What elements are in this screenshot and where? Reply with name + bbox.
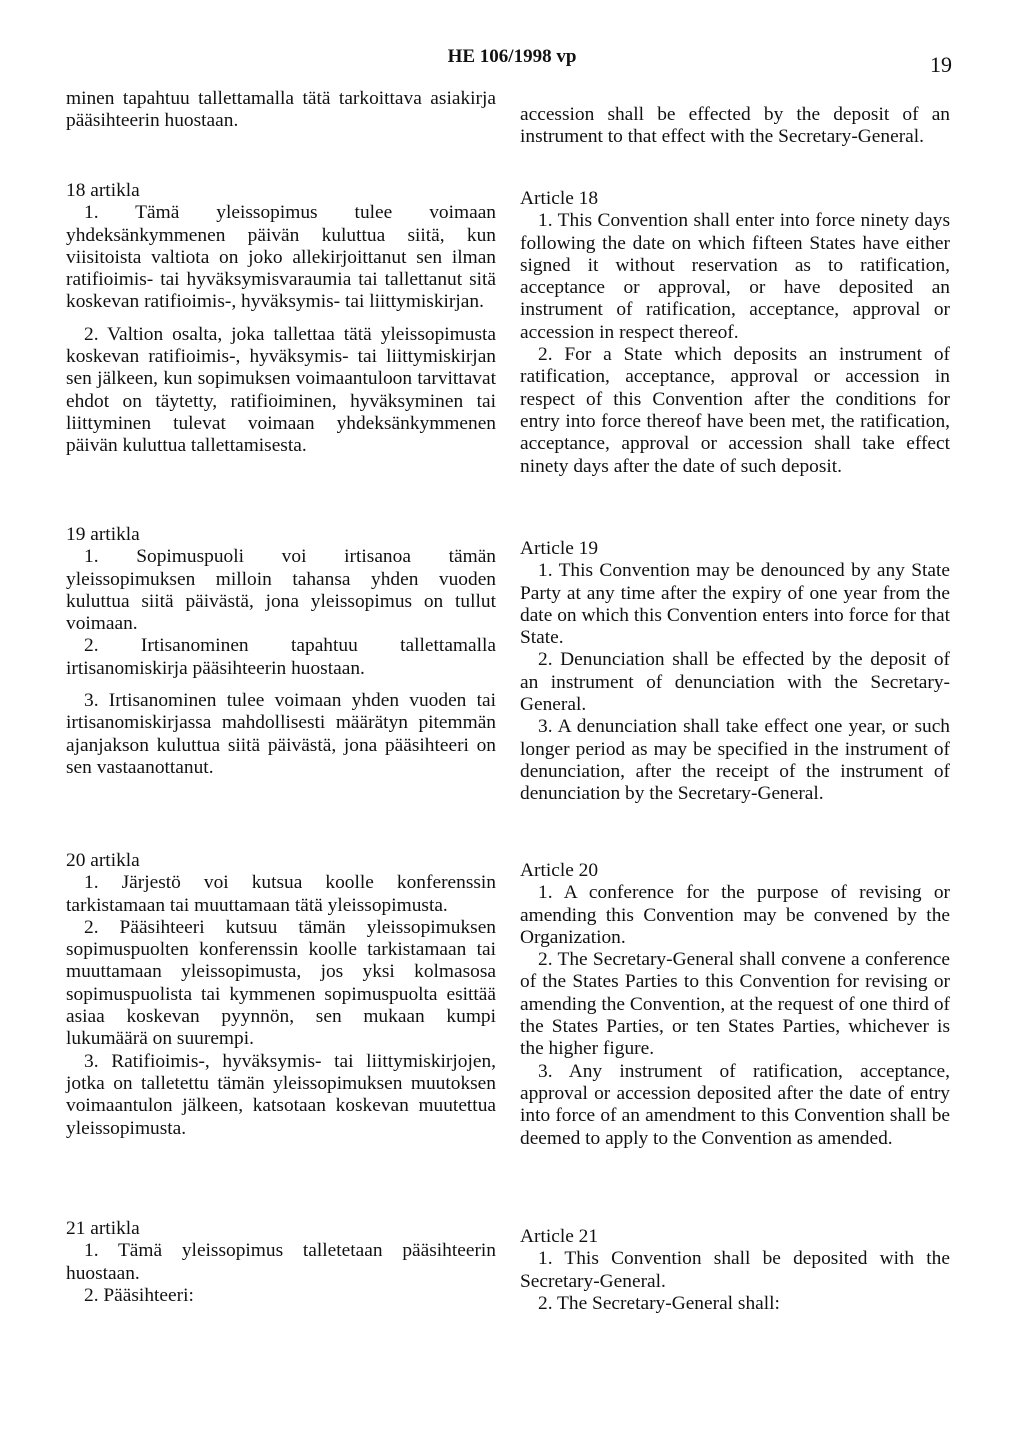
fi-article-19-para-2: 2. Irtisanominen tapahtuu tallettamalla irtisanomiskirja pääsihteerin huostaan.	[66, 635, 496, 679]
en-article-19-para-2: 2. Denunciation shall be effected by the deposit of an instrument of denunciation with the Secretary-General.	[520, 649, 950, 716]
fi-article-21-para-2: 2. Pääsihteeri:	[84, 1284, 194, 1306]
fi-article-20-para-3: 3. Ratifioimis-, hyväksymis- tai liittymiskirjojen, jotka on talletettu tämän yleissopimuksen muutoksen voimaantulon jälkeen, katsotaan koskevan muutettua yleissopimusta.	[66, 1050, 496, 1139]
en-article-21	[520, 1226, 950, 1315]
en-article-20-para-2: 2. The Secretary-General shall convene a conference of the States Parties to this Convention for revising or amending the Convention, at the request of one third of the States Parties, or ten States Parties, whichever is the higher figure.	[520, 949, 950, 1060]
en-article-21-para-1: 1. This Convention shall be deposited with the Secretary-General.	[520, 1248, 950, 1292]
en-article-20-para-3: 3. Any instrument of ratification, acceptance, approval or accession deposited after the date of entry into force of an amendment to this Convention shall be deemed to apply to the Convention as amended.	[520, 1060, 950, 1149]
en-article-21-heading: Article 21	[520, 1226, 599, 1247]
en-article-19-heading: Article 19	[520, 538, 599, 559]
en-article-20	[520, 860, 950, 1150]
fi-article-21	[66, 1218, 496, 1307]
en-intro-paragraph: accession shall be effected by the deposit of an instrument to that effect with the Secretary-General.	[520, 104, 950, 148]
en-article-20-heading: Article 20	[520, 860, 599, 881]
fi-article-18-heading: 18 artikla	[66, 180, 140, 201]
en-article-20-para-1: 1. A conference for the purpose of revising or amending this Convention may be convened by the Organization.	[520, 882, 950, 948]
page-number: 19	[930, 52, 952, 77]
en-article-21-para-2: 2. The Secretary-General shall:	[538, 1292, 780, 1314]
fi-article-19-para-3: 3. Irtisanominen tulee voimaan yhden vuoden tai irtisanomiskirjassa mahdollisesti määrätyn pitemmän ajanjakson kuluttua siitä päivästä, jona pääsihteeri on sen vastaanottanut.	[66, 690, 496, 778]
fi-article-20-para-1: 1. Järjestö voi kutsua koolle konferenssin tarkistamaan tai muuttamaan tätä yleissopimusta.	[66, 872, 496, 916]
fi-article-21-para-1: 1. Tämä yleissopimus talletetaan pääsihteerin huostaan.	[66, 1240, 496, 1284]
fi-article-21-heading: 21 artikla	[66, 1218, 140, 1239]
fi-article-18-para-1: 1. Tämä yleissopimus tulee voimaan yhdeksänkymmenen päivän kuluttua siitä, kun viisitoista valtiota on joko allekirjoittanut sen ilman ratifioimis- tai hyväksymisvaraumia tai tallettanut sitä koskevan ratifioimis-, hyväksymis- tai liittymiskirjan.	[66, 202, 496, 313]
en-intro-block	[520, 104, 950, 149]
fi-article-19-heading: 19 artikla	[66, 524, 140, 545]
en-article-18	[520, 188, 950, 478]
fi-article-18	[66, 180, 496, 458]
en-article-18-heading: Article 18	[520, 188, 599, 209]
fi-article-20-heading: 20 artikla	[66, 850, 140, 871]
en-article-19-para-3: 3. A denunciation shall take effect one year, or such longer period as may be specified in the instrument of denunciation, after the receipt of the instrument of denunciation by the Secretary-General.	[520, 716, 950, 805]
en-article-19-para-1: 1. This Convention may be denounced by any State Party at any time after the expiry of one year from the date on which this Convention enters into force for that State.	[520, 560, 950, 649]
fi-article-20-para-2: 2. Pääsihteeri kutsuu tämän yleissopimuksen sopimuspuolten konferenssin koolle tarkistamaan tai muuttamaan yleissopimusta, jos yksi kolmasosa sopimuspuolista tai kymmenen sopimuspuolta esittää asiaa koskevan pyynnön, sen mukaan kumpi lukumäärä on suurempi.	[66, 916, 496, 1050]
fi-article-19-para-1: 1. Sopimuspuoli voi irtisanoa tämän yleissopimuksen milloin tahansa yhden vuoden kuluttua siitä päivästä, jona yleissopimus on tullut voimaan.	[66, 546, 496, 635]
fi-intro-block	[66, 88, 496, 133]
fi-article-19	[66, 524, 496, 779]
fi-intro-paragraph: minen tapahtuu tallettamalla tätä tarkoittava asiakirja pääsihteerin huostaan.	[66, 88, 496, 132]
en-article-18-para-1: 1. This Convention shall enter into force ninety days following the date on which fifteen States have either signed it without reservation as to ratification, acceptance or approval, or have deposited an instrument of ratification, acceptance, approval or accession in respect thereof.	[520, 210, 950, 343]
fi-article-20	[66, 850, 496, 1140]
fi-article-18-para-2: 2. Valtion osalta, joka tallettaa tätä yleissopimusta koskevan ratifioimis-, hyväksymis- tai liittymiskirjan sen jälkeen, kun sopimuksen voimaantuloon tarvittavat ehdot on täytetty, ratifioiminen, hyväksyminen tai liittyminen tulevat voimaan yhdeksänkymmenen päivän kuluttua tallettamisesta.	[66, 323, 496, 457]
en-article-19	[520, 538, 950, 806]
running-header: HE 106/1998 vp	[447, 46, 577, 67]
en-article-18-para-2: 2. For a State which deposits an instrument of ratification, acceptance, approval or accession in respect of this Convention after the conditions for entry into force thereof have been met, the ratification, acceptance, approval or accession shall take effect ninety days after the date of such deposit.	[520, 344, 950, 477]
